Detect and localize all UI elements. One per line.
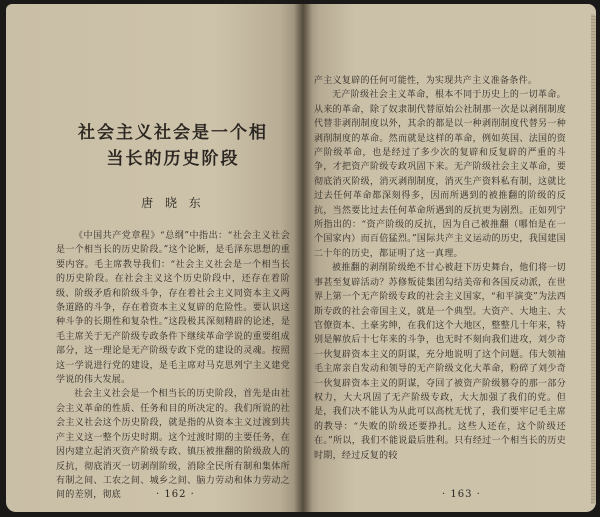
left-paragraph-2: 社会主义社会是一个相当长的历史阶段，首先是由社会主义革命的性质、任务和目的所决定的。我们所说的社会主义社会这个历史阶段，就是指的从资本主义过渡到共产主义这一整个历史时期。这个过渡时期的主要任务，在因内建立起消灭资产阶级专政、镇压被推翻的阶级敌人的反抗，彻底消灭一切剥削阶级，消除全民所有制和集体所有制之间、工农之间、城乡之间、脑力劳动和体力劳动之间的差别，彻底 (56, 389, 290, 501)
title-line-2: 当长的历史阶段 (106, 149, 240, 169)
page-number-left: · 162 · (156, 489, 195, 500)
page-number-right: · 163 · (442, 489, 481, 500)
author-name: 唐 晓 东 (141, 196, 205, 210)
open-book (6, 4, 596, 512)
right-page (302, 4, 596, 512)
left-body-text (56, 229, 290, 503)
right-paragraph-1: 产主义复辟的任何可能性，为实现共产主义准备条件。 (314, 76, 538, 86)
left-paragraph-1: 《中国共产党章程》“总纲”中指出：“社会主义社会是一个相当长的历史阶段。”这个论断，是毛泽东思想的重要内容。毛主席教导我们：“社会主义社会是一个相当长的历史阶段。在社会主义这个历史阶段中，还存在着阶级、阶级矛盾和阶级斗争，存在着社会主义同资本主义两条道路的斗争，存在着资本主义复辟的危险性。要认识这种斗争的长期性和复杂性。”这段极其深刻精辟的论述，是毛主席关于无产阶级专政条件下继续革命学说的重要组成部分，这一理论是无产阶级专政下党的建设的灵魂。按照这一学说进行党的建设，是毛主席对马克思列宁主义建党学说的伟大发展。 (56, 231, 290, 386)
page-edge (591, 14, 596, 504)
left-page (6, 4, 304, 512)
title-line-1: 社会主义社会是一个相 (78, 123, 268, 143)
article-title (56, 120, 290, 172)
right-paragraph-2: 无产阶级社会主义革命，根本不同于历史上的一切革命。从来的革命，除了奴隶制代替原始公社制那一次是以剥削制度代替非剥削制度以外，其余的都是以一种剥削制度代替另一种剥削制度的革命。然而就是这样的革命，例如英国、法国的资产阶级革命，也是经过了多少次的复辟和反复辟的严重的斗争，才把资产阶级专政巩固下来。无产阶级社会主义革命，要彻底消灭阶级，消灭剥削制度，消灭生产资料私有制，这就比过去任何革命都深刻得多，因而所遇到的被推翻的阶级的反抗，当然要比过去任何革命所遇到的反抗更为剧烈。正如列宁所指出的：“资产阶级的反抗，因为自己被推翻（哪怕是在一个国家内）而百倍猛烈。”国际共产主义运动的历史，我国建国二十年的历史，都证明了这一真理。 (314, 90, 566, 259)
right-paragraph-3: 被推翻的剥削阶级绝不甘心被赶下历史舞台，他们将一切事甚至复辟活动？苏修叛徒集团勾结美帝和各国反动派，在世界上第一个无产阶级专政的社会主义国家，“和平演变”为法西斯专政的社会帝国主义，就是一个典型。大资产、大地主、大官僚资本、土豪劣绅，在我们这个大地区，整整几十年来，特别是解放后十七年来的斗争，也无时不刻向我们进攻，刘少奇一伙复辟资本主义的阴谋，充分地说明了这个问题。伟大领袖毛主席亲自发动和领导的无产阶级文化大革命，粉碎了刘少奇一伙复辟资本主义的阴谋，夺回了被资产阶级篡夺的那一部分权力，大大巩固了无产阶级专政，大大加强了我们的党。但是，我们决不能认为从此可以高枕无忧了，我们要牢记毛主席的教导：“失败的阶级还要挣扎。这些人还在，这个阶级还在。”所以，我们不能说最后胜利。只有经过一个相当长的历史时期，经过反复的较 (314, 263, 566, 461)
right-body-text (314, 74, 566, 463)
